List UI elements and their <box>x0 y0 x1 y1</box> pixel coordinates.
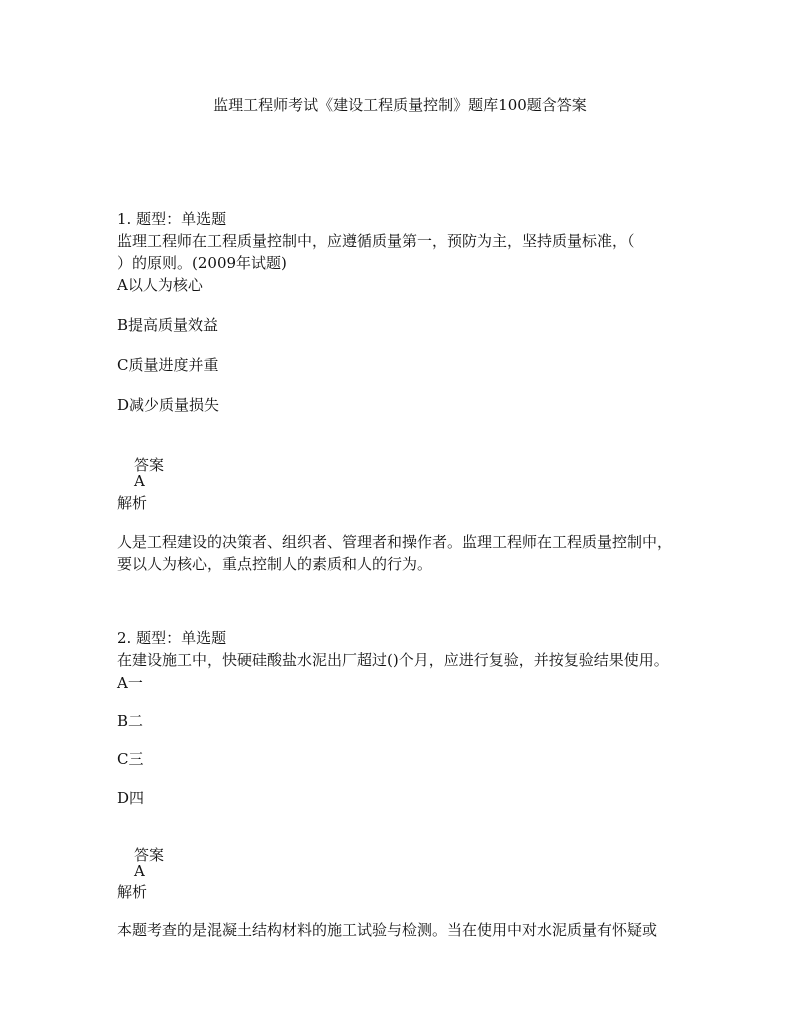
answer-value: A <box>134 862 145 880</box>
analysis-line: 本题考查的是混凝土结构材料的施工试验与检测。当在使用中对水泥质量有怀疑或 <box>117 921 658 939</box>
answer-value: A <box>134 472 145 490</box>
answer-label: 答案 <box>134 456 165 474</box>
document-title: 监理工程师考试《建设工程质量控制》题库100题含答案 <box>213 96 587 114</box>
analysis-line: 人是工程建设的决策者、组织者、管理者和操作者。监理工程师在工程质量控制中， <box>117 533 673 551</box>
question-stem-line: 在建设施工中，快硬硅酸盐水泥出厂超过()个月，应进行复验，并按复验结果使用。 <box>117 651 669 669</box>
option-d: D四 <box>117 789 145 807</box>
option-b: B提高质量效益 <box>117 316 219 334</box>
answer-label: 答案 <box>134 846 165 864</box>
option-a: A一 <box>117 674 143 692</box>
analysis-label: 解析 <box>117 494 148 512</box>
option-d: D减少质量损失 <box>117 396 220 414</box>
question-header: 2. 题型：单选题 <box>117 629 227 647</box>
question-stem-line: ）的原则。(2009年试题) <box>117 254 287 272</box>
analysis-label: 解析 <box>117 883 148 901</box>
question-header: 1. 题型：单选题 <box>117 210 227 228</box>
option-b: B二 <box>117 712 144 730</box>
question-stem-line: 监理工程师在工程质量控制中，应遵循质量第一，预防为主，坚持质量标准，（ <box>117 232 635 250</box>
analysis-line: 要以人为核心，重点控制人的素质和人的行为。 <box>117 555 433 573</box>
option-a: A以人为核心 <box>117 276 203 294</box>
option-c: C质量进度并重 <box>117 356 219 374</box>
option-c: C三 <box>117 750 144 768</box>
